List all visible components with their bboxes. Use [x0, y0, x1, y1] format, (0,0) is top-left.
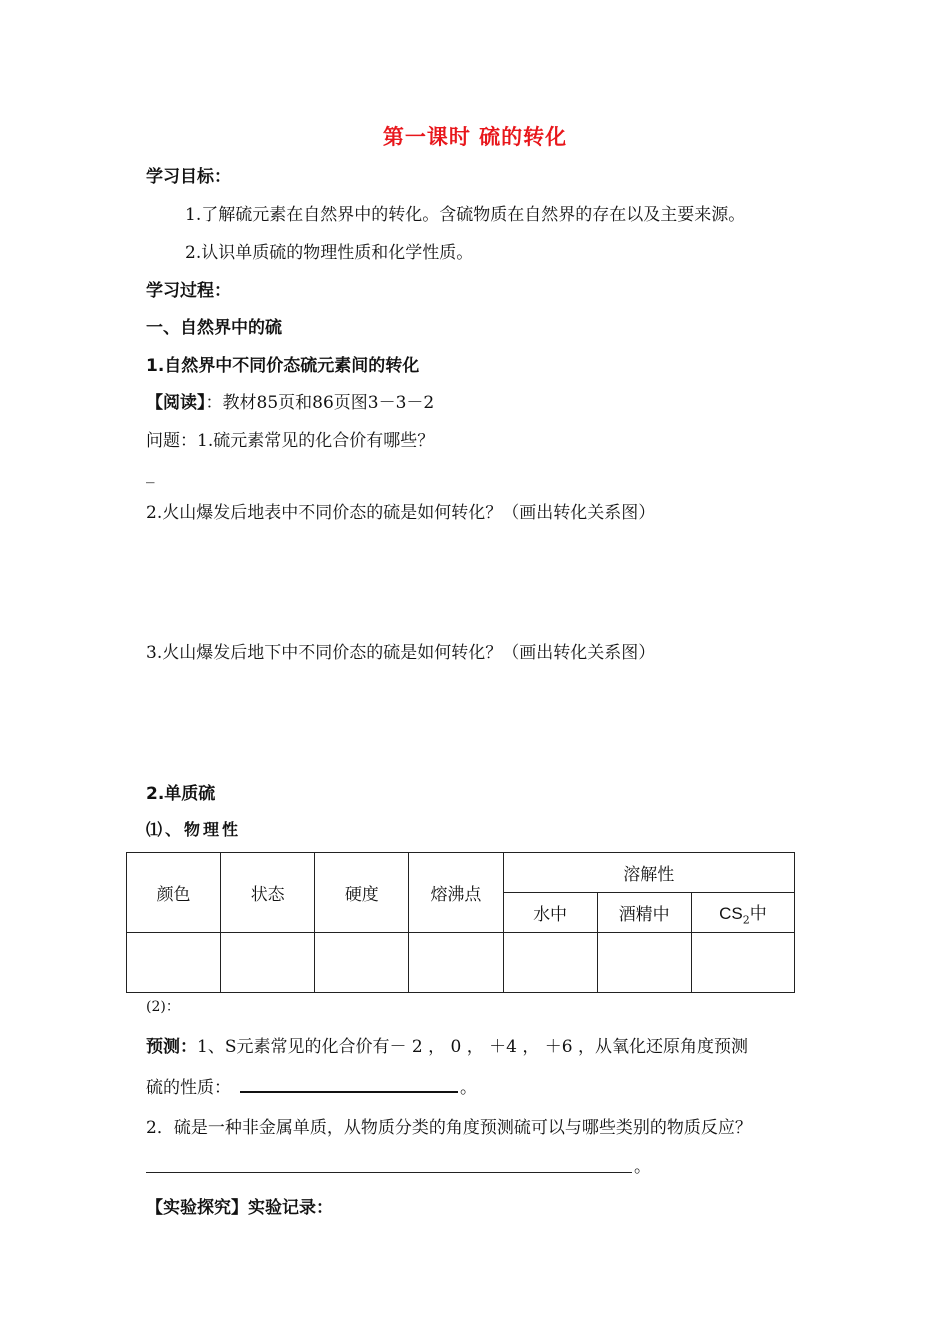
table-cell[interactable] — [503, 933, 597, 993]
predict-line-2: 硫的性质： — [146, 1078, 231, 1098]
question-1: 问题：1.硫元素常见的化合价有哪些？ — [146, 431, 435, 451]
table-cell[interactable] — [409, 933, 503, 993]
section1-heading: 一、自然界中的硫 — [146, 318, 282, 338]
item-2-label: (2)： — [146, 999, 180, 1015]
header-cs2: $CS_2$中 — [691, 893, 794, 933]
header-water: 水中 — [503, 893, 597, 933]
reading-text: ：教材85页和86页图3－3－2 — [205, 393, 435, 413]
physical-properties-table — [126, 852, 795, 993]
reading-tag: 【阅读】 — [146, 393, 206, 413]
header-hardness: 硬度 — [315, 853, 409, 933]
experiment-heading: 【实验探究】实验记录： — [146, 1198, 333, 1218]
physical-properties-heading: ⑴、物理性 — [146, 820, 242, 839]
question-1-blank: _ — [146, 464, 155, 484]
objective-item-2: 2.认识单质硫的物理性质和化学性质。 — [185, 243, 474, 263]
section1-sub1: 1.自然界中不同价态硫元素间的转化 — [146, 356, 420, 376]
question-classification: 2．硫是一种非金属单质，从物质分类的角度预测硫可以与哪些类别的物质反应？ — [146, 1118, 752, 1138]
header-solubility: 溶解性 — [503, 853, 795, 893]
classification-end: 。 — [634, 1157, 651, 1177]
question-3: 3.火山爆发后地下中不同价态的硫是如何转化？（画出转化关系图） — [146, 643, 656, 663]
predict-answer-blank[interactable] — [240, 1091, 458, 1093]
header-alcohol: 酒精中 — [597, 893, 691, 933]
classification-answer-blank[interactable] — [146, 1172, 632, 1173]
predict-tag: 预测： — [146, 1037, 197, 1057]
predict-line-1 — [146, 1032, 748, 1057]
predict-end: 。 — [460, 1078, 477, 1098]
process-heading: 学习过程： — [146, 281, 231, 301]
page-title: 第一课时 硫的转化 — [382, 125, 568, 149]
objectives-heading: 学习目标： — [146, 167, 231, 187]
objective-item-1: 1.了解硫元素在自然界中的转化。含硫物质在自然界的存在以及主要来源。 — [185, 205, 746, 225]
table-cell[interactable] — [127, 933, 221, 993]
section2-heading: 2.单质硫 — [146, 784, 216, 804]
header-melting-boiling: 熔沸点 — [409, 853, 503, 933]
question-2: 2.火山爆发后地表中不同价态的硫是如何转化？（画出转化关系图） — [146, 503, 656, 523]
header-state: 状态 — [221, 853, 315, 933]
predict-text: 1、S元素常见的化合价有－ 2 ， 0 ， ＋4 ， ＋6 ，从氧化还原角度预测 — [197, 1037, 748, 1057]
table-cell[interactable] — [597, 933, 691, 993]
header-color: 颜色 — [127, 853, 221, 933]
reading-line — [146, 388, 434, 413]
table-cell[interactable] — [315, 933, 409, 993]
table-cell[interactable] — [691, 933, 794, 993]
table-cell[interactable] — [221, 933, 315, 993]
